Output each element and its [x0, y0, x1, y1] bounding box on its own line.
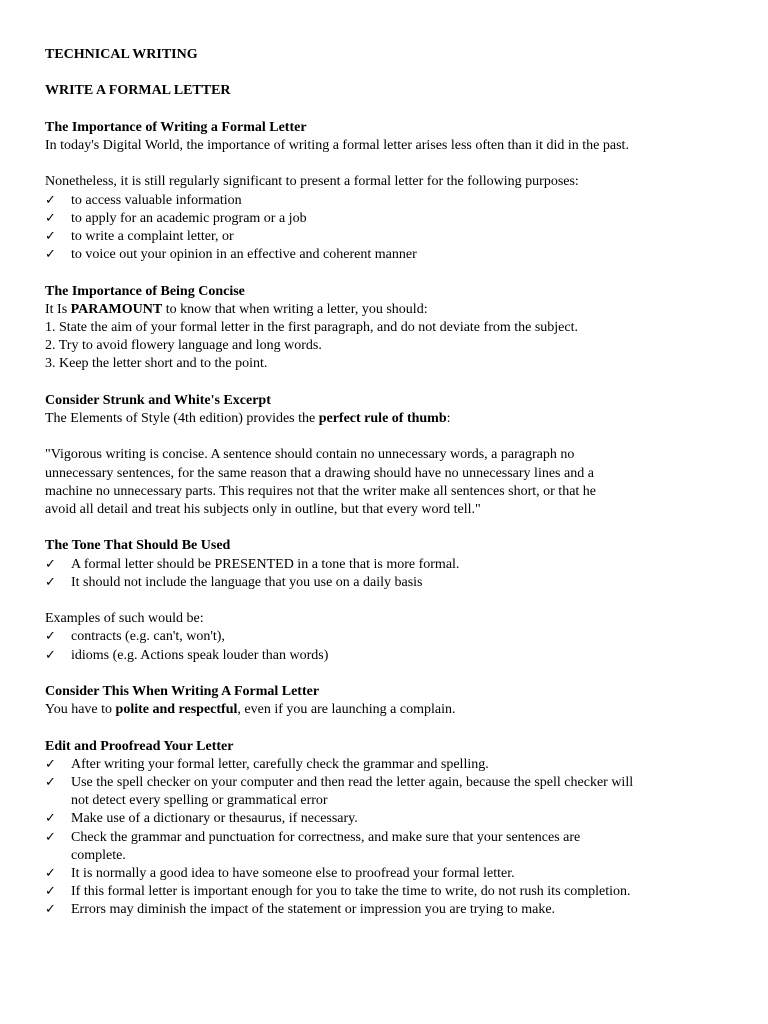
numbered-point: 1. State the aim of your formal letter in the first paragraph, and do not deviate from the subject. [45, 319, 578, 335]
list-item: ✓ If this formal letter is important enough for you to take the time to write, do not rush its completion. [45, 883, 735, 901]
quote-line: avoid all detail and treat his subjects only in outline, but that every word tell." [45, 501, 481, 517]
list-item: ✓ to access valuable information [45, 192, 735, 210]
quote-line: unnecessary sentences, for the same reason that a drawing should have no unnecessary lines and a [45, 465, 594, 481]
proofread-list [45, 756, 735, 920]
quote-block [45, 446, 735, 519]
checkmark-icon: ✓ [45, 865, 56, 881]
emphasis-polite-respectful: polite and respectful [115, 702, 238, 718]
tone-list [45, 556, 735, 592]
list-item: ✓ idioms (e.g. Actions speak louder than words) [45, 647, 735, 665]
list-item: ✓ Check the grammar and punctuation for correctness, and make sure that your sentences are complete. [45, 829, 581, 863]
purposes-lead: Nonetheless, it is still regularly significant to present a formal letter for the following purposes: [45, 174, 579, 190]
concise-intro: It Is PARAMOUNT to know that when writing a letter, you should: [45, 301, 428, 317]
list-item: ✓ to write a complaint letter, or [45, 228, 735, 246]
examples-lead: Examples of such would be: [45, 611, 204, 627]
list-item: ✓ Make use of a dictionary or thesaurus, if necessary. [45, 810, 735, 828]
quote-line: machine no unnecessary parts. This requires not that the writer make all sentences short, or that he [45, 483, 597, 499]
list-item: ✓ It is normally a good idea to have someone else to proofread your formal letter. [45, 865, 735, 883]
list-item: ✓ A formal letter should be PRESENTED in a tone that is more formal. [45, 556, 735, 574]
quote-line: "Vigorous writing is concise. A sentence should contain no unnecessary words, a paragraph no [45, 447, 575, 463]
checkmark-icon: ✓ [45, 210, 56, 226]
list-item: ✓ contracts (e.g. can't, won't), [45, 628, 735, 646]
list-item: ✓ It should not include the language that you use on a daily basis [45, 574, 735, 592]
checkmark-icon: ✓ [45, 884, 56, 900]
document-title: TECHNICAL WRITING [45, 47, 198, 62]
list-item: ✓ After writing your formal letter, carefully check the grammar and spelling. [45, 756, 735, 774]
document-page [45, 46, 735, 920]
list-item: ✓ to apply for an academic program or a job [45, 210, 735, 228]
examples-list [45, 628, 735, 664]
list-item: ✓ to voice out your opinion in an effective and coherent manner [45, 246, 735, 264]
checkmark-icon: ✓ [45, 756, 56, 772]
section-heading-tone: The Tone That Should Be Used [45, 538, 231, 554]
section-intro: In today's Digital World, the importance of writing a formal letter arises less often than it did in the past. [45, 137, 629, 153]
checkmark-icon: ✓ [45, 556, 56, 572]
checkmark-icon: ✓ [45, 247, 56, 263]
list-item: ✓ Errors may diminish the impact of the statement or impression you are trying to make. [45, 901, 735, 919]
section-heading-consider-this: Consider This When Writing A Formal Letter [45, 683, 320, 699]
checkmark-icon: ✓ [45, 811, 56, 827]
checkmark-icon: ✓ [45, 902, 56, 918]
strunk-intro: The Elements of Style (4th edition) provides the perfect rule of thumb: [45, 410, 451, 426]
checkmark-icon: ✓ [45, 774, 56, 790]
checkmark-icon: ✓ [45, 647, 56, 663]
emphasis-paramount: PARAMOUNT [70, 301, 163, 317]
section-heading-being-concise: The Importance of Being Concise [45, 283, 245, 299]
section-heading-importance-formal-letter: The Importance of Writing a Formal Letter [45, 119, 307, 135]
section-heading-edit-proofread: Edit and Proofread Your Letter [45, 738, 234, 754]
checkmark-icon: ✓ [45, 574, 56, 590]
consider-text: You have to polite and respectful, even if you are launching a complain. [45, 702, 456, 718]
emphasis-rule-of-thumb: perfect rule of thumb [318, 410, 447, 426]
purposes-list [45, 192, 735, 265]
list-item: ✓ Use the spell checker on your computer and then read the letter again, because the spell checker will not detect every spelling or grammatical error [45, 774, 634, 809]
checkmark-icon: ✓ [45, 192, 56, 208]
checkmark-icon: ✓ [45, 228, 56, 244]
document-subtitle: WRITE A FORMAL LETTER [45, 83, 231, 99]
numbered-point: 2. Try to avoid flowery language and long words. [45, 338, 322, 354]
checkmark-icon: ✓ [45, 829, 56, 845]
checkmark-icon: ✓ [45, 629, 56, 645]
numbered-point: 3. Keep the letter short and to the point. [45, 356, 268, 372]
section-heading-strunk-white: Consider Strunk and White's Excerpt [45, 392, 271, 408]
